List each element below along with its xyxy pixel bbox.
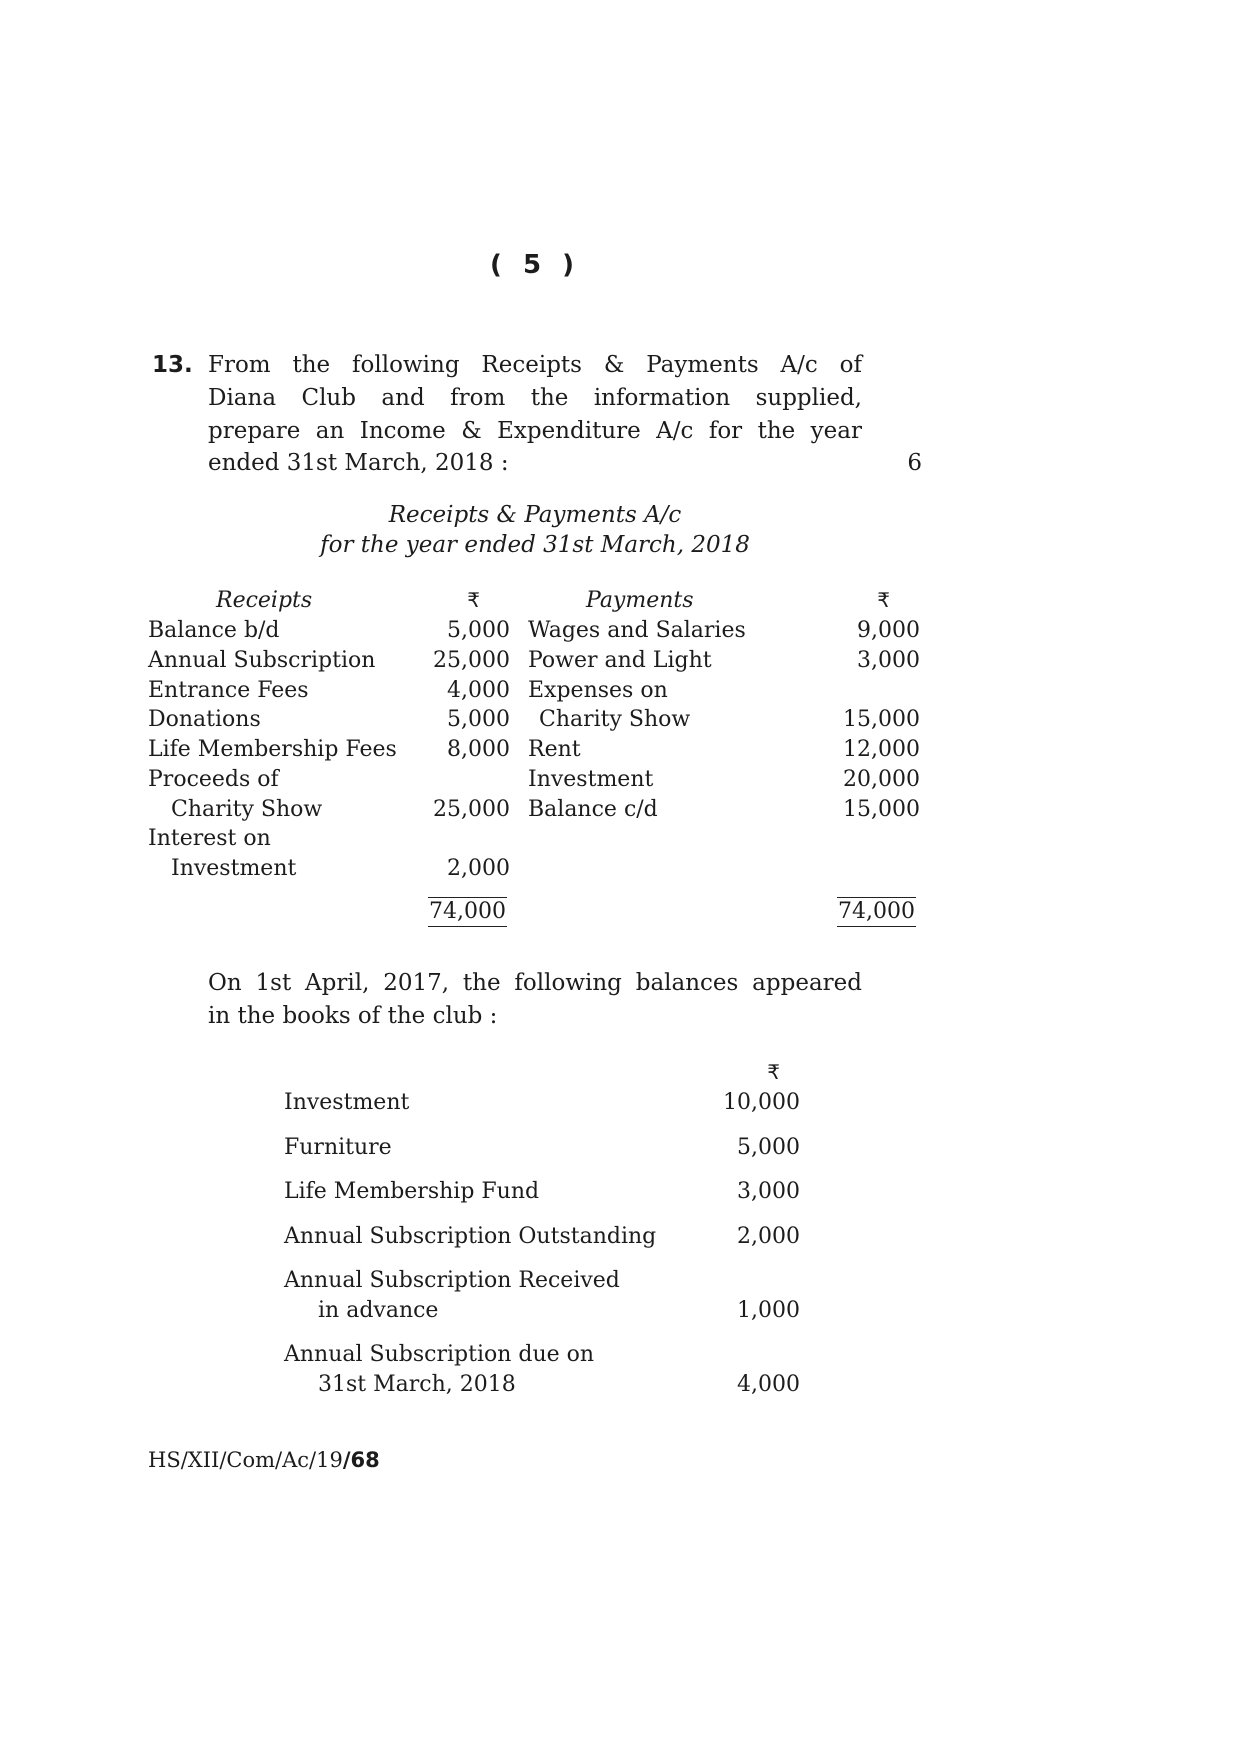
payment-label: Charity Show [539, 707, 691, 732]
receipt-label: Life Membership Fees [148, 737, 397, 762]
sheet-number: /68 [342, 1448, 380, 1472]
balance-label: Annual Subscription Received [284, 1268, 620, 1293]
balance-amount: 1,000 [737, 1298, 800, 1323]
receipt-label: Charity Show [171, 797, 323, 822]
question-marks: 6 [907, 450, 922, 476]
payment-label: Rent [528, 737, 581, 762]
question-line: ended 31st March, 2018 : [208, 450, 509, 476]
payment-label: Expenses on [528, 678, 668, 703]
balance-amount: 10,000 [723, 1090, 800, 1115]
receipt-label: Balance b/d [148, 618, 280, 643]
payment-amount: 15,000 [843, 797, 920, 822]
receipt-amount: 4,000 [447, 678, 510, 703]
balance-label: Annual Subscription Outstanding [284, 1224, 657, 1249]
receipts-total: 74,000 [428, 897, 507, 927]
receipt-label: Interest on [148, 826, 271, 851]
receipt-amount: 25,000 [433, 797, 510, 822]
balance-amount: 4,000 [737, 1372, 800, 1397]
paper-code-text: HS/XII/Com/Ac/19 [148, 1448, 343, 1472]
receipt-amount: 8,000 [447, 737, 510, 762]
question-line: prepare an Income & Expenditure A/c for the year [208, 418, 862, 444]
balance-label: Life Membership Fund [284, 1179, 540, 1204]
receipt-label: Proceeds of [148, 767, 279, 792]
payment-label: Investment [528, 767, 654, 792]
receipt-label: Entrance Fees [148, 678, 309, 703]
balance-amount: 3,000 [737, 1179, 800, 1204]
page-number: ( 5 ) [490, 250, 580, 280]
payment-amount: 3,000 [857, 648, 920, 673]
payment-amount: 15,000 [843, 707, 920, 732]
balance-label: 31st March, 2018 [318, 1372, 516, 1397]
balance-amount: 2,000 [737, 1224, 800, 1249]
receipt-label: Investment [171, 856, 297, 881]
balance-amount: 5,000 [737, 1135, 800, 1160]
payments-header: Payments [586, 588, 694, 613]
payment-amount: 20,000 [843, 767, 920, 792]
payment-label: Balance c/d [528, 797, 658, 822]
payment-label: Wages and Salaries [528, 618, 746, 643]
balance-label: in advance [318, 1298, 439, 1323]
balance-label: Annual Subscription due on [284, 1342, 595, 1367]
rupee-icon: ₹ [877, 588, 890, 612]
receipt-label: Annual Subscription [148, 648, 376, 673]
balances-intro-line: On 1st April, 2017, the following balances appeared [208, 970, 862, 996]
rupee-icon: ₹ [467, 588, 480, 612]
question-line: Diana Club and from the information supplied, [208, 385, 862, 411]
receipt-amount: 25,000 [433, 648, 510, 673]
account-subtitle: for the year ended 31st March, 2018 [320, 532, 750, 558]
question-number: 13. [152, 352, 193, 378]
balances-intro-line: in the books of the club : [208, 1003, 498, 1029]
receipt-amount: 5,000 [447, 618, 510, 643]
receipt-amount: 2,000 [447, 856, 510, 881]
payment-amount: 12,000 [843, 737, 920, 762]
balance-label: Investment [284, 1090, 410, 1115]
paper-code [148, 1448, 380, 1472]
payments-total: 74,000 [837, 897, 916, 927]
question-line: From the following Receipts & Payments A/c of [208, 352, 862, 378]
receipt-amount: 5,000 [447, 707, 510, 732]
payment-amount: 9,000 [857, 618, 920, 643]
receipts-header: Receipts [216, 588, 313, 613]
receipt-label: Donations [148, 707, 261, 732]
rupee-icon: ₹ [767, 1060, 780, 1084]
account-title: Receipts & Payments A/c [388, 502, 682, 528]
balance-label: Furniture [284, 1135, 392, 1160]
payment-label: Power and Light [528, 648, 712, 673]
